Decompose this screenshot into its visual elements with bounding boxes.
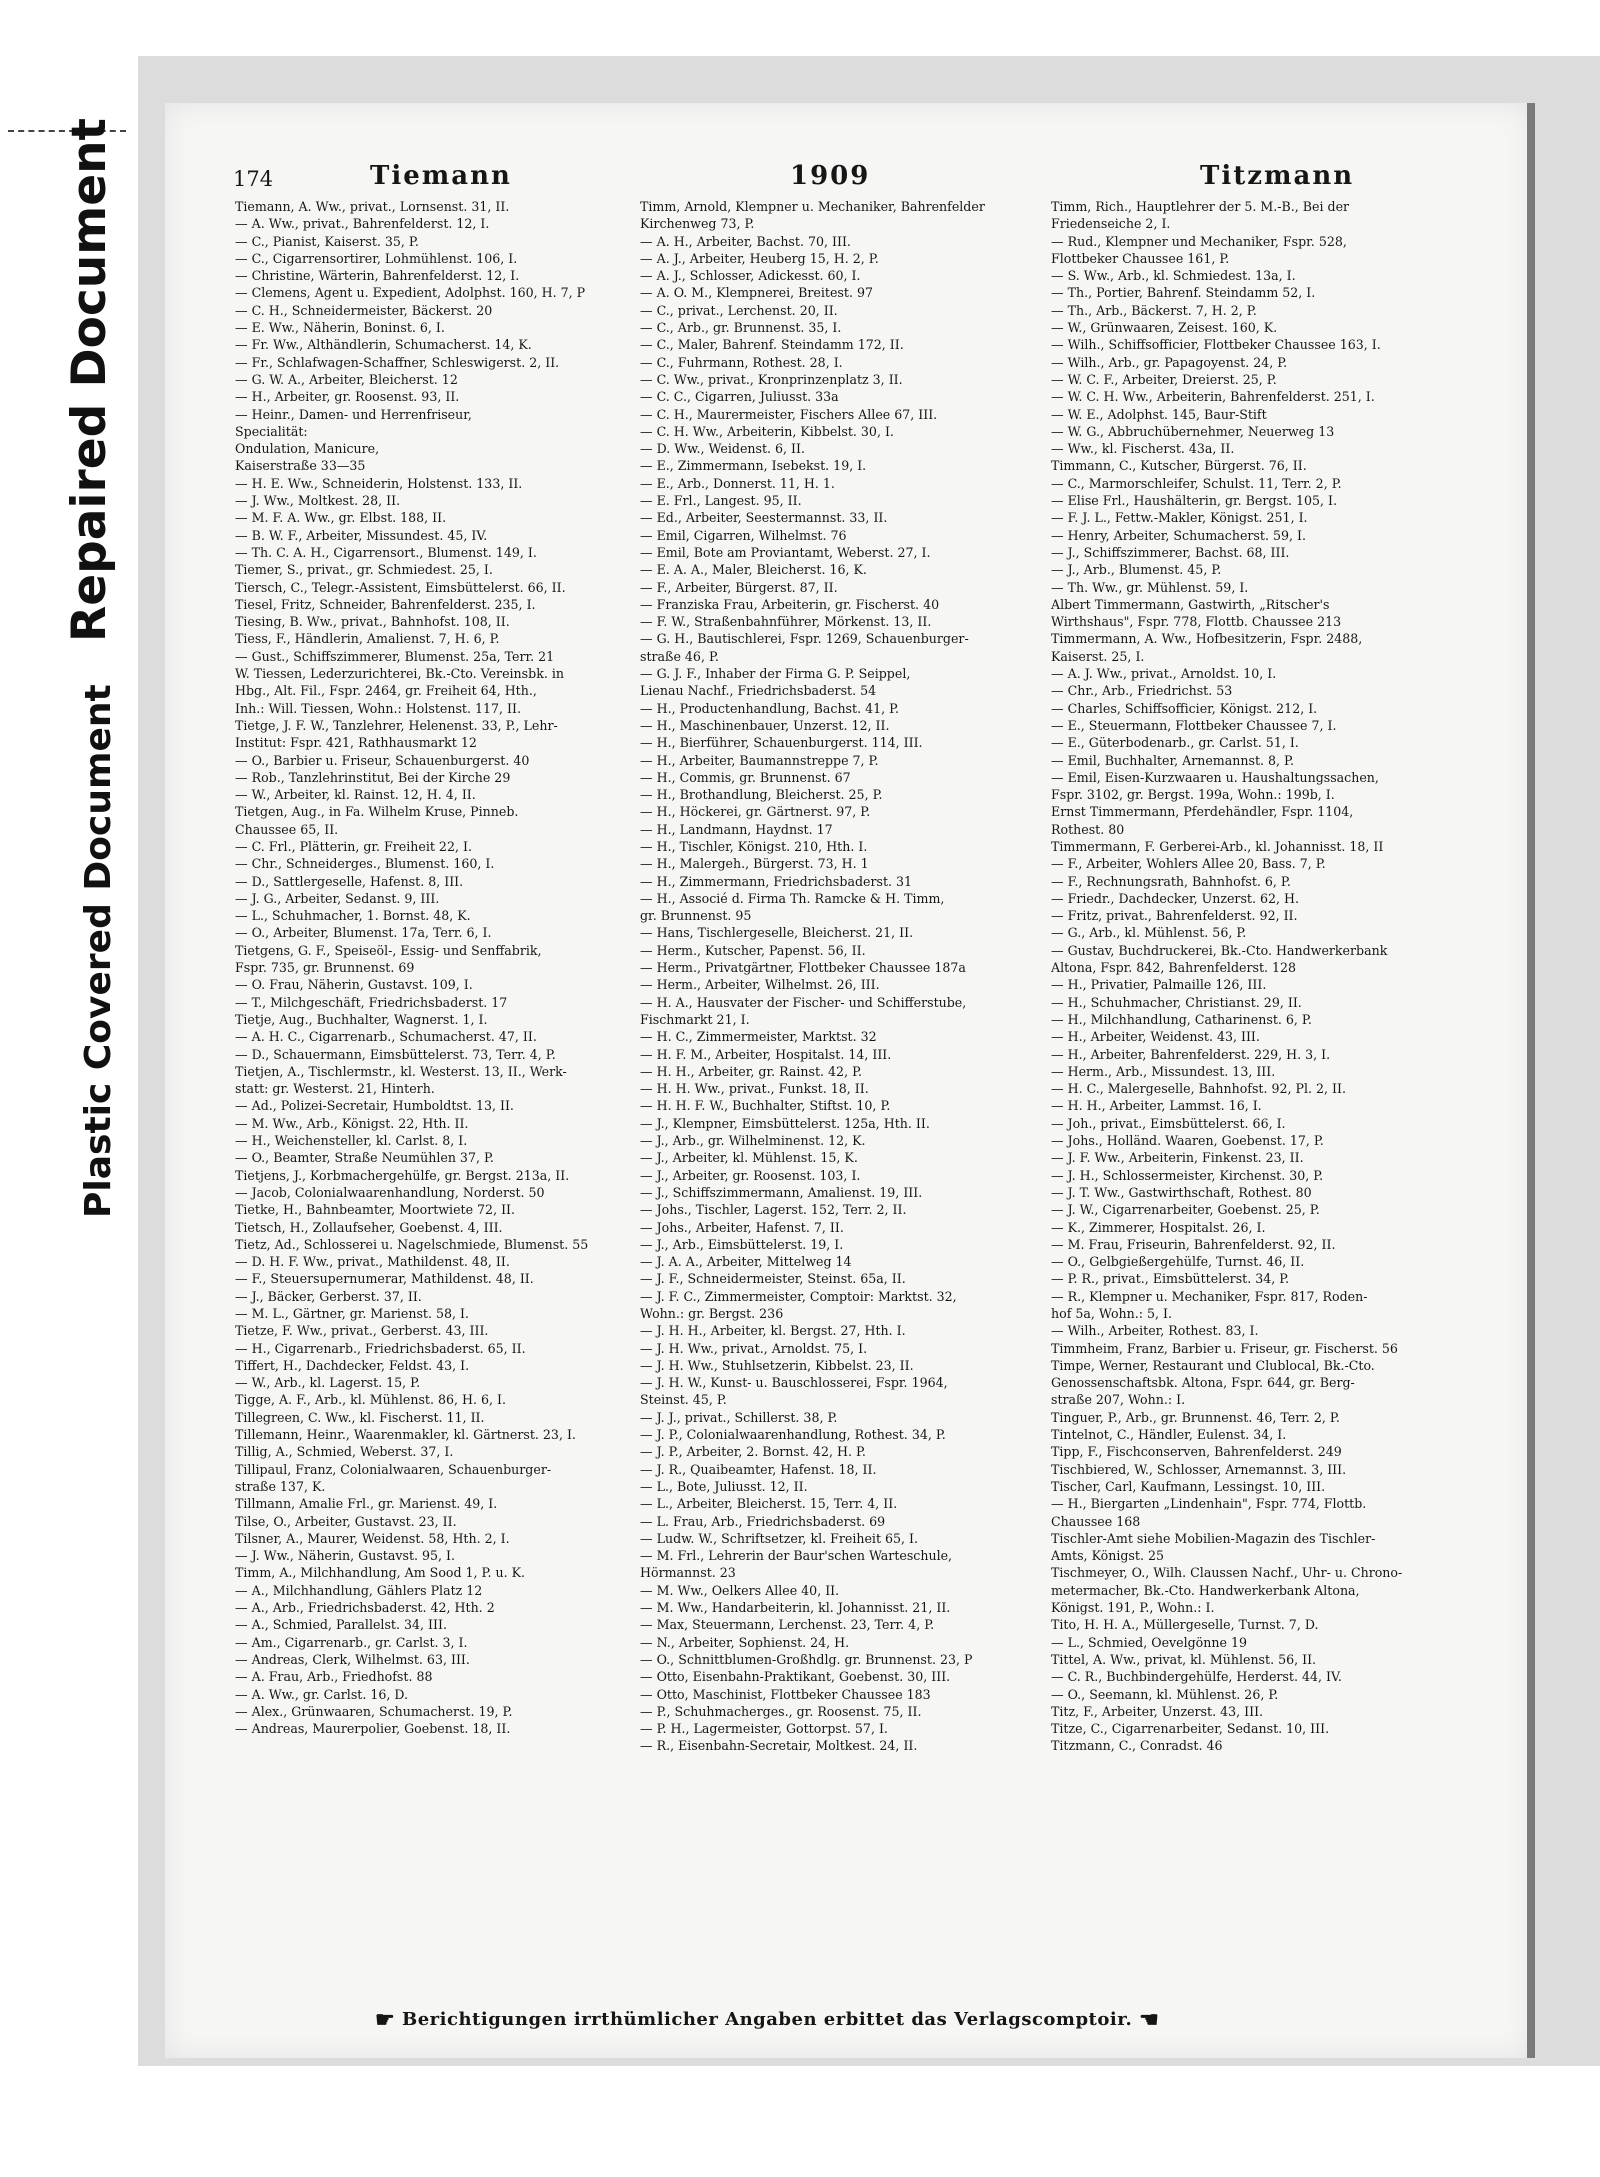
directory-entry: — M. Ww., Oelkers Allee 40, II. <box>640 1582 840 1598</box>
directory-entry: — J., Arb., gr. Wilhelminenst. 12, K. <box>640 1133 866 1149</box>
directory-entry: — J. H. W., Kunst- u. Bauschlosserei, Fspr. 1964, <box>640 1375 948 1391</box>
directory-entry: — L., Arbeiter, Bleicherst. 15, Terr. 4, II. <box>640 1496 898 1512</box>
directory-entry: Hbg., Alt. Fil., Fspr. 2464, gr. Freiheit 64, Hth., <box>235 683 537 699</box>
directory-entry: — Wilh., Arbeiter, Rothest. 83, I. <box>1051 1323 1259 1339</box>
directory-entry: — H., Weichensteller, kl. Carlst. 8, I. <box>235 1133 468 1149</box>
header-year: 1909 <box>790 161 871 191</box>
directory-entry: Inh.: Will. Tiessen, Wohn.: Holstenst. 117, II. <box>235 700 521 716</box>
directory-entry: — H., Arbeiter, Bahrenfelderst. 229, H. 3, I. <box>1051 1046 1331 1062</box>
directory-entry: — Wilh., Arb., gr. Papagoyenst. 24, P. <box>1051 354 1288 370</box>
directory-entry: — D. H. F. Ww., privat., Mathildenst. 48, II. <box>235 1254 510 1270</box>
directory-entry: Tietgens, G. F., Speiseöl-, Essig- und Senffabrik, <box>235 942 542 958</box>
directory-entry: — Fr. Ww., Althändlerin, Schumacherst. 14, K. <box>235 337 532 353</box>
directory-entry: Steinst. 45, P. <box>640 1392 727 1408</box>
directory-entry: — C., Cigarrensortirer, Lohmühlenst. 106, I. <box>235 250 518 266</box>
directory-entry: — Am., Cigarrenarb., gr. Carlst. 3, I. <box>235 1634 468 1650</box>
directory-entry: Friedenseiche 2, I. <box>1051 216 1171 232</box>
directory-entry: Fspr. 735, gr. Brunnenst. 69 <box>235 960 415 976</box>
directory-entry: — J., Bäcker, Gerberst. 37, II. <box>235 1288 422 1304</box>
directory-entry: — H. H. Ww., privat., Funkst. 18, II. <box>640 1081 869 1097</box>
directory-entry: — Franziska Frau, Arbeiterin, gr. Fischerst. 40 <box>640 596 940 612</box>
directory-entry: Tillmann, Amalie Frl., gr. Marienst. 49, I. <box>235 1496 498 1512</box>
directory-entry: — C. H., Schneidermeister, Bäckerst. 20 <box>235 302 493 318</box>
directory-entry: — Johs., Arbeiter, Hafenst. 7, II. <box>640 1219 844 1235</box>
directory-entry: — E., Zimmermann, Isebekst. 19, I. <box>640 458 867 474</box>
directory-entry: — A. Frau, Arb., Friedhofst. 88 <box>235 1669 433 1685</box>
directory-entry: — J., Arbeiter, gr. Roosenst. 103, I. <box>640 1167 861 1183</box>
directory-entry: — J. J., privat., Schillerst. 38, P. <box>640 1409 838 1425</box>
directory-entry: Tiesing, B. Ww., privat., Bahnhofst. 108, II. <box>235 614 510 630</box>
directory-entry: — J. H. Ww., privat., Arnoldst. 75, I. <box>640 1340 868 1356</box>
directory-entry: Tilse, O., Arbeiter, Gustavst. 23, II. <box>235 1513 457 1529</box>
directory-entry: Tillig, A., Schmied, Weberst. 37, I. <box>235 1444 454 1460</box>
directory-entry: Tipp, F., Fischconserven, Bahrenfelderst. 249 <box>1051 1444 1342 1460</box>
directory-entry: — H. H. F. W., Buchhalter, Stiftst. 10, P. <box>640 1098 891 1114</box>
directory-entry: Timmermann, A. Ww., Hofbesitzerin, Fspr. 2488, <box>1051 631 1363 647</box>
directory-entry: — Gust., Schiffszimmerer, Blumenst. 25a, Terr. 21 <box>235 648 555 664</box>
directory-entry: Tiersch, C., Telegr.-Assistent, Eimsbüttelerst. 66, II. <box>235 579 566 595</box>
directory-entry: — H. C., Malergeselle, Bahnhofst. 92, Pl. 2, II. <box>1051 1081 1347 1097</box>
directory-entry: — D. Ww., Weidenst. 6, II. <box>640 441 806 457</box>
directory-entry: — J. F. Ww., Arbeiterin, Finkenst. 23, II. <box>1051 1150 1304 1166</box>
directory-entry: — Charles, Schiffsofficier, Königst. 212, I. <box>1051 700 1318 716</box>
directory-entry: — J. H. Ww., Stuhlsetzerin, Kibbelst. 23, II. <box>640 1357 914 1373</box>
directory-entry: Ernst Timmermann, Pferdehändler, Fspr. 1104, <box>1051 804 1354 820</box>
directory-entry: — H. E. Ww., Schneiderin, Holstenst. 133, II. <box>235 475 523 491</box>
directory-entry: Amts, Königst. 25 <box>1051 1548 1164 1564</box>
directory-entry: — Gustav, Buchdruckerei, Bk.-Cto. Handwerkerbank <box>1051 942 1388 958</box>
directory-entry: — J. H. H., Arbeiter, kl. Bergst. 27, Hth. I. <box>640 1323 906 1339</box>
directory-entry: Tischler-Amt siehe Mobilien-Magazin des Tischler- <box>1051 1530 1376 1546</box>
directory-entry: — H., Biergarten „Lindenhain", Fspr. 774, Flottb. <box>1051 1496 1367 1512</box>
directory-entry: — M. Ww., Arb., Königst. 22, Hth. II. <box>235 1115 469 1131</box>
directory-entry: Tittel, A. Ww., privat, kl. Mühlenst. 56, II. <box>1051 1651 1317 1667</box>
directory-entry: Tiemer, S., privat., gr. Schmiedest. 25, I. <box>235 562 493 578</box>
directory-entry: — P. H., Lagermeister, Gottorpst. 57, I. <box>640 1721 888 1737</box>
directory-entry: — A., Arb., Friedrichsbaderst. 42, Hth. 2 <box>235 1600 495 1616</box>
directory-entry: — J. T. Ww., Gastwirthschaft, Rothest. 80 <box>1051 1184 1312 1200</box>
directory-entry: — H., Arbeiter, Weidenst. 43, III. <box>1051 1029 1260 1045</box>
directory-entry: Tietge, J. F. W., Tanzlehrer, Helenenst. 33, P., Lehr- <box>235 717 558 733</box>
plastic-covered-label: Plastic Covered Document <box>78 684 119 1218</box>
directory-entry: — C., privat., Lerchenst. 20, II. <box>640 302 838 318</box>
directory-entry: — H. H., Arbeiter, gr. Rainst. 42, P. <box>640 1063 862 1079</box>
directory-entry: — Ludw. W., Schriftsetzer, kl. Freiheit 65, I. <box>640 1530 919 1546</box>
directory-entry: Kaiserstraße 33—35 <box>235 458 366 474</box>
directory-entry: — E. Frl., Langest. 95, II. <box>640 493 802 509</box>
directory-entry: Fspr. 3102, gr. Bergst. 199a, Wohn.: 199b, I. <box>1051 787 1335 803</box>
directory-entry: — Fr., Schlafwagen-Schaffner, Schleswigerst. 2, II. <box>235 354 560 370</box>
directory-entry: Albert Timmermann, Gastwirth, „Ritscher's <box>1051 596 1330 612</box>
directory-entry: — H., Landmann, Haydnst. 17 <box>640 821 833 837</box>
directory-entry: — L. Frau, Arb., Friedrichsbaderst. 69 <box>640 1513 886 1529</box>
directory-entry: Tischer, Carl, Kaufmann, Lessingst. 10, III. <box>1051 1478 1326 1494</box>
directory-entry: — J. P., Arbeiter, 2. Bornst. 42, H. P. <box>640 1444 866 1460</box>
directory-entry: — Wilh., Schiffsofficier, Flottbeker Chaussee 163, I. <box>1051 337 1381 353</box>
directory-entry: — H., Schuhmacher, Christianst. 29, II. <box>1051 994 1302 1010</box>
directory-entry: — J., Klempner, Eimsbüttelerst. 125a, Hth. II. <box>640 1115 930 1131</box>
directory-entry: Altona, Fspr. 842, Bahrenfelderst. 128 <box>1051 960 1297 976</box>
directory-entry: — Th., Portier, Bahrenf. Steindamm 52, I. <box>1051 285 1316 301</box>
directory-page <box>165 103 1530 2058</box>
directory-entry: — H., Cigarrenarb., Friedrichsbaderst. 65, II. <box>235 1340 526 1356</box>
directory-entry: Königst. 191, P., Wohn.: I. <box>1051 1600 1215 1616</box>
directory-entry: — H., Tischler, Königst. 210, Hth. I. <box>640 838 868 854</box>
directory-entry: — G. J. F., Inhaber der Firma G. P. Seippel, <box>640 666 911 682</box>
directory-entry: — Th. C. A. H., Cigarrensort., Blumenst. 149, I. <box>235 544 537 560</box>
directory-entry: — Emil, Bote am Proviantamt, Weberst. 27, I. <box>640 544 931 560</box>
directory-entry: — J. A. A., Arbeiter, Mittelweg 14 <box>640 1254 852 1270</box>
directory-entry: — J. H., Schlossermeister, Kirchenst. 30, P. <box>1051 1167 1324 1183</box>
directory-entry: — L., Schmied, Oevelgönne 19 <box>1051 1634 1247 1650</box>
directory-entry: Tietz, Ad., Schlosserei u. Nagelschmiede, Blumenst. 55 <box>235 1236 589 1252</box>
directory-entry: — R., Klempner u. Mechaniker, Fspr. 817, Roden- <box>1051 1288 1368 1304</box>
directory-entry: Tietjens, J., Korbmachergehülfe, gr. Bergst. 213a, II. <box>235 1167 570 1183</box>
directory-entry: — Andreas, Clerk, Wilhelmst. 63, III. <box>235 1651 470 1667</box>
directory-entry: gr. Brunnenst. 95 <box>640 908 752 924</box>
directory-column-1 <box>235 198 640 1737</box>
directory-entry: — W., Arb., kl. Lagerst. 15, P. <box>235 1375 421 1391</box>
directory-entry: — Hans, Tischlergeselle, Bleicherst. 21, II. <box>640 925 914 941</box>
directory-entry: Timpe, Werner, Restaurant und Clublocal, Bk.-Cto. <box>1051 1357 1375 1373</box>
directory-entry: Wohn.: gr. Bergst. 236 <box>640 1306 784 1321</box>
directory-entry: — O., Seemann, kl. Mühlenst. 26, P. <box>1051 1686 1279 1702</box>
directory-entry: Tietsch, H., Zollaufseher, Goebenst. 4, III. <box>235 1219 503 1235</box>
directory-entry: — P., Schuhmacherges., gr. Roosenst. 75, II. <box>640 1703 922 1719</box>
directory-entry: — C., Marmorschleifer, Schulst. 11, Terr. 2, P. <box>1051 475 1342 491</box>
directory-entry: — J. Ww., Moltkest. 28, II. <box>235 493 401 509</box>
directory-entry: Tigge, A. F., Arb., kl. Mühlenst. 86, H. 6, I. <box>235 1392 507 1408</box>
directory-entry: — A., Milchhandlung, Gählers Platz 12 <box>235 1582 483 1598</box>
left-margin <box>0 0 138 2177</box>
directory-entry: Timmermann, F. Gerberei-Arb., kl. Johannisst. 18, II <box>1051 838 1384 854</box>
directory-entry: — E., Arb., Donnerst. 11, H. 1. <box>640 475 835 491</box>
directory-entry: — C. H., Maurermeister, Fischers Allee 67, III. <box>640 406 938 422</box>
page-footer <box>375 2007 1315 2037</box>
directory-entry: straße 137, K. <box>235 1478 326 1494</box>
directory-entry: Tietke, H., Bahnbeamter, Moortwiete 72, II. <box>235 1202 516 1218</box>
directory-entry: — F., Arbeiter, Bürgerst. 87, II. <box>640 579 838 595</box>
directory-entry: — H., Malergeh., Bürgerst. 73, H. 1 <box>640 856 869 872</box>
directory-entry: — J. W., Cigarrenarbeiter, Goebenst. 25, P. <box>1051 1202 1320 1218</box>
directory-entry: — C. H. Ww., Arbeiterin, Kibbelst. 30, I. <box>640 423 894 439</box>
directory-entry: Titzmann, C., Conradst. 46 <box>1051 1738 1223 1754</box>
directory-entry: — C., Fuhrmann, Rothest. 28, I. <box>640 354 843 370</box>
directory-entry: — Chr., Schneiderges., Blumenst. 160, I. <box>235 856 495 872</box>
directory-entry: — Emil, Cigarren, Wilhelmst. 76 <box>640 527 847 543</box>
directory-entry: — S. Ww., Arb., kl. Schmiedest. 13a, I. <box>1051 268 1296 284</box>
directory-entry: straße 46, P. <box>640 648 719 664</box>
directory-entry: — D., Sattlergeselle, Hafenst. 8, III. <box>235 873 464 889</box>
directory-entry: — H., Höckerei, gr. Gärtnerst. 97, P. <box>640 804 871 820</box>
directory-entry: — J. F., Schneidermeister, Steinst. 65a, II. <box>640 1271 906 1287</box>
directory-entry: straße 207, Wohn.: I. <box>1051 1392 1186 1408</box>
directory-entry: Tietje, Aug., Buchhalter, Wagnerst. 1, I. <box>235 1011 488 1027</box>
directory-entry: Flottbeker Chaussee 161, P. <box>1051 250 1230 266</box>
directory-entry: — Johs., Holländ. Waaren, Goebenst. 17, P. <box>1051 1133 1324 1149</box>
directory-entry: metermacher, Bk.-Cto. Handwerkerbank Altona, <box>1051 1582 1360 1598</box>
directory-entry: — Otto, Maschinist, Flottbeker Chaussee 183 <box>640 1686 931 1702</box>
directory-entry: — A. H., Arbeiter, Bachst. 70, III. <box>640 233 851 249</box>
directory-entry: — Christine, Wärterin, Bahrenfelderst. 12, I. <box>235 268 520 284</box>
directory-entry: Rothest. 80 <box>1051 821 1125 837</box>
directory-entry: — J., Schiffszimmermann, Amalienst. 19, III. <box>640 1184 923 1200</box>
directory-entry: Tietze, F. Ww., privat., Gerberst. 43, III. <box>235 1323 489 1339</box>
directory-entry: — Herm., Privatgärtner, Flottbeker Chaussee 187a <box>640 960 966 976</box>
directory-entry: — D., Schauermann, Eimsbüttelerst. 73, Terr. 4, P. <box>235 1046 556 1062</box>
directory-entry: — L., Bote, Juliusst. 12, II. <box>640 1478 808 1494</box>
directory-entry: — J. Ww., Näherin, Gustavst. 95, I. <box>235 1548 456 1564</box>
page-number: 174 <box>233 167 274 191</box>
directory-entry: — O., Gelbgießergehülfe, Turnst. 46, II. <box>1051 1254 1305 1270</box>
directory-entry: — A. Ww., privat., Bahrenfelderst. 12, I. <box>235 216 490 232</box>
directory-entry: — G. H., Bautischlerei, Fspr. 1269, Schauenburger- <box>640 631 969 647</box>
directory-entry: — Emil, Buchhalter, Arnemannst. 8, P. <box>1051 752 1294 768</box>
directory-entry: Wirthshaus", Fspr. 778, Flottb. Chaussee 213 <box>1051 614 1342 630</box>
directory-entry: — H., Privatier, Palmaille 126, III. <box>1051 977 1267 993</box>
pointing-hand-left-icon: ☚ <box>1139 2007 1160 2033</box>
header-last-entry: Titzmann <box>1200 161 1355 191</box>
directory-entry: — Ww., kl. Fischerst. 43a, II. <box>1051 441 1235 457</box>
repaired-document-label: Repaired Document <box>62 118 117 642</box>
directory-entry: — E. A. A., Maler, Bleicherst. 16, K. <box>640 562 867 578</box>
directory-entry: — Friedr., Dachdecker, Unzerst. 62, H. <box>1051 890 1299 906</box>
directory-entry: — A. H. C., Cigarrenarb., Schumacherst. 47, II. <box>235 1029 537 1045</box>
directory-entry: — A. J. Ww., privat., Arnoldst. 10, I. <box>1051 666 1277 682</box>
directory-entry: — O., Barbier u. Friseur, Schauenburgerst. 40 <box>235 752 530 768</box>
directory-entry: Tietgen, Aug., in Fa. Wilhelm Kruse, Pinneb. <box>235 804 519 820</box>
directory-entry: Tinguer, P., Arb., gr. Brunnenst. 46, Terr. 2, P. <box>1051 1409 1340 1425</box>
directory-entry: — Joh., privat., Eimsbüttelerst. 66, I. <box>1051 1115 1286 1131</box>
directory-entry: — W. C. H. Ww., Arbeiterin, Bahrenfelderst. 251, I. <box>1051 389 1375 405</box>
directory-entry: — H., Bierführer, Schauenburgerst. 114, III. <box>640 735 923 751</box>
directory-entry: — F. J. L., Fettw.-Makler, Königst. 251, I. <box>1051 510 1308 526</box>
directory-entry: Chaussee 65, II. <box>235 821 339 837</box>
directory-entry: Timm, A., Milchhandlung, Am Sood 1, P. u. K. <box>235 1565 526 1581</box>
directory-entry: — A. Ww., gr. Carlst. 16, D. <box>235 1686 409 1702</box>
directory-entry: Kirchenweg 73, P. <box>640 216 755 232</box>
directory-entry: — Alex., Grünwaaren, Schumacherst. 19, P. <box>235 1703 513 1719</box>
directory-entry: — H., Milchhandlung, Catharinenst. 6, P. <box>1051 1011 1312 1027</box>
directory-entry: — W., Grünwaaren, Zeisest. 160, K. <box>1051 320 1278 336</box>
directory-entry: Tischbiered, W., Schlosser, Arnemannst. 3, III. <box>1051 1461 1347 1477</box>
directory-entry: — H., Productenhandlung, Bachst. 41, P. <box>640 700 900 716</box>
directory-entry: — E., Steuermann, Flottbeker Chaussee 7, I. <box>1051 717 1337 733</box>
directory-entry: — G. W. A., Arbeiter, Bleicherst. 12 <box>235 371 458 387</box>
directory-entry: — Herm., Arbeiter, Wilhelmst. 26, III. <box>640 977 880 993</box>
directory-column-3 <box>1051 198 1456 1755</box>
directory-entry: — W. C. F., Arbeiter, Dreierst. 25, P. <box>1051 371 1277 387</box>
directory-entry: — Fritz, privat., Bahrenfelderst. 92, II. <box>1051 908 1298 924</box>
directory-entry: — A. J., Schlosser, Adickesst. 60, I. <box>640 268 861 284</box>
directory-entry: — M. F. A. Ww., gr. Elbst. 188, II. <box>235 510 447 526</box>
page-header <box>165 161 1530 201</box>
directory-entry: Tiffert, H., Dachdecker, Feldst. 43, I. <box>235 1357 470 1373</box>
directory-entry: — B. W. F., Arbeiter, Missundest. 45, IV. <box>235 527 488 543</box>
footer-note: Berichtigungen irrthümlicher Angaben erbittet das Verlagscomptoir. <box>402 2009 1133 2030</box>
directory-entry: Tietjen, A., Tischlermstr., kl. Westerst. 13, II., Werk- <box>235 1063 567 1079</box>
directory-entry: — J. P., Colonialwaarenhandlung, Rothest. 34, P. <box>640 1427 946 1443</box>
directory-entry: Genossenschaftsbk. Altona, Fspr. 644, gr. Berg- <box>1051 1375 1355 1391</box>
directory-entry: — F. W., Straßenbahnführer, Mörkenst. 13, II. <box>640 614 932 630</box>
directory-entry: — J. G., Arbeiter, Sedanst. 9, III. <box>235 890 440 906</box>
directory-entry: — C. Frl., Plätterin, gr. Freiheit 22, I. <box>235 838 472 854</box>
directory-entry: — F., Rechnungsrath, Bahnhofst. 6, P. <box>1051 873 1291 889</box>
directory-entry: — M. Ww., Handarbeiterin, kl. Johannisst. 21, II. <box>640 1600 951 1616</box>
directory-entry: — Th., Arb., Bäckerst. 7, H. 2, P. <box>1051 302 1257 318</box>
directory-entry: Ondulation, Manicure, <box>235 441 380 457</box>
directory-entry: Kaiserst. 25, I. <box>1051 648 1145 664</box>
directory-entry: — Otto, Eisenbahn-Praktikant, Goebenst. 30, III. <box>640 1669 951 1685</box>
directory-entry: — J. R., Quaibeamter, Hafenst. 18, II. <box>640 1461 877 1477</box>
directory-entry: Timmann, C., Kutscher, Bürgerst. 76, II. <box>1051 458 1307 474</box>
directory-entry: — Herm., Arb., Missundest. 13, III. <box>1051 1063 1276 1079</box>
directory-entry: Tischmeyer, O., Wilh. Claussen Nachf., Uhr- u. Chrono- <box>1051 1565 1403 1581</box>
directory-entry: Institut: Fspr. 421, Rathhausmarkt 12 <box>235 735 477 751</box>
directory-entry: — Jacob, Colonialwaarenhandlung, Norderst. 50 <box>235 1184 545 1200</box>
directory-entry: Chaussee 168 <box>1051 1513 1141 1529</box>
directory-entry: — Rob., Tanzlehrinstitut, Bei der Kirche 29 <box>235 769 511 785</box>
directory-entry: — Ed., Arbeiter, Seestermannst. 33, II. <box>640 510 888 526</box>
directory-entry: — N., Arbeiter, Sophienst. 24, H. <box>640 1634 850 1650</box>
directory-entry: — Andreas, Maurerpolier, Goebenst. 18, II. <box>235 1721 511 1737</box>
directory-entry: — K., Zimmerer, Hospitalst. 26, I. <box>1051 1219 1266 1235</box>
directory-entry: — C., Pianist, Kaiserst. 35, P. <box>235 233 419 249</box>
directory-entry: — O., Schnittblumen-Großhdlg. gr. Brunnenst. 23, P <box>640 1651 973 1667</box>
directory-entry: — H. A., Hausvater der Fischer- und Schifferstube, <box>640 994 967 1010</box>
directory-entry: Tillipaul, Franz, Colonialwaaren, Schauenburger- <box>235 1461 552 1477</box>
directory-entry: Tilsner, A., Maurer, Weidenst. 58, Hth. 2, I. <box>235 1530 510 1546</box>
directory-entry: Lienau Nachf., Friedrichsbaderst. 54 <box>640 683 877 699</box>
directory-entry: — W. G., Abbruchübernehmer, Neuerweg 13 <box>1051 423 1335 439</box>
directory-entry: — Chr., Arb., Friedrichst. 53 <box>1051 683 1233 699</box>
directory-entry: — Johs., Tischler, Lagerst. 152, Terr. 2, II. <box>640 1202 907 1218</box>
directory-entry: — F., Steuersupernumerar, Mathildenst. 48, II. <box>235 1271 534 1287</box>
directory-entry: — C., Arb., gr. Brunnenst. 35, I. <box>640 320 842 336</box>
directory-entry: — O., Arbeiter, Blumenst. 17a, Terr. 6, I. <box>235 925 492 941</box>
directory-entry: — H., Associé d. Firma Th. Ramcke & H. Timm, <box>640 890 945 906</box>
directory-entry: — C. C., Cigarren, Juliusst. 33a <box>640 389 839 405</box>
directory-entry: — Ad., Polizei-Secretair, Humboldtst. 13, II. <box>235 1098 514 1114</box>
header-first-entry: Tiemann <box>370 161 512 191</box>
directory-entry: — J. F. C., Zimmermeister, Comptoir: Marktst. 32, <box>640 1288 957 1304</box>
directory-entry: statt: gr. Westerst. 21, Hinterh. <box>235 1081 435 1097</box>
directory-entry: hof 5a, Wohn.: 5, I. <box>1051 1306 1173 1321</box>
page-edge <box>1527 103 1535 2058</box>
directory-entry: Tillegreen, C. Ww., kl. Fischerst. 11, II. <box>235 1409 485 1425</box>
directory-entry: — H. H., Arbeiter, Lammst. 16, I. <box>1051 1098 1262 1114</box>
directory-entry: — M. Frl., Lehrerin der Baur'schen Warteschule, <box>640 1548 953 1564</box>
directory-entry: — Max, Steuermann, Lerchenst. 23, Terr. 4, P. <box>640 1617 935 1633</box>
directory-entry: Hörmannst. 23 <box>640 1565 736 1581</box>
directory-entry: — A., Schmied, Parallelst. 34, III. <box>235 1617 447 1633</box>
directory-entry: Timm, Arnold, Klempner u. Mechaniker, Bahrenfelder <box>640 199 985 214</box>
directory-entry: — Emil, Eisen-Kurzwaaren u. Haushaltungssachen, <box>1051 769 1379 785</box>
pointing-hand-icon: ☛ <box>375 2007 396 2033</box>
directory-entry: — H., Arbeiter, gr. Roosenst. 93, II. <box>235 389 460 405</box>
directory-entry: Tiess, F., Händlerin, Amalienst. 7, H. 6, P. <box>235 631 500 647</box>
directory-entry: — G., Arb., kl. Mühlenst. 56, P. <box>1051 925 1247 941</box>
directory-entry: Titze, C., Cigarrenarbeiter, Sedanst. 10, III. <box>1051 1721 1330 1737</box>
directory-entry: — Herm., Kutscher, Papenst. 56, II. <box>640 942 866 958</box>
directory-entry: — M. Frau, Friseurin, Bahrenfelderst. 92, II. <box>1051 1236 1336 1252</box>
directory-entry: — H., Maschinenbauer, Unzerst. 12, II. <box>640 717 890 733</box>
directory-entry: — H., Commis, gr. Brunnenst. 67 <box>640 769 851 785</box>
directory-entry: — A. O. M., Klempnerei, Breitest. 97 <box>640 285 873 301</box>
directory-entry: — E., Güterbodenarb., gr. Carlst. 51, I. <box>1051 735 1299 751</box>
directory-entry: — P. R., privat., Eimsbüttelerst. 34, P. <box>1051 1271 1290 1287</box>
directory-entry: — R., Eisenbahn-Secretair, Moltkest. 24, II. <box>640 1738 918 1754</box>
directory-entry: — Th. Ww., gr. Mühlenst. 59, I. <box>1051 579 1249 595</box>
directory-entry: — W., Arbeiter, kl. Rainst. 12, H. 4, II. <box>235 787 476 803</box>
directory-entry: — J., Arb., Eimsbüttelerst. 19, I. <box>640 1236 844 1252</box>
directory-entry: — A. J., Arbeiter, Heuberg 15, H. 2, P. <box>640 250 879 266</box>
directory-entry: — Clemens, Agent u. Expedient, Adolphst. 160, H. 7, P <box>235 285 586 301</box>
directory-entry: Specialität: <box>235 423 308 439</box>
directory-entry: Tiesel, Fritz, Schneider, Bahrenfelderst. 235, I. <box>235 596 536 612</box>
directory-entry: — Rud., Klempner und Mechaniker, Fspr. 528, <box>1051 233 1347 249</box>
directory-entry: — Elise Frl., Haushälterin, gr. Bergst. 105, I. <box>1051 493 1337 509</box>
directory-entry: — O., Beamter, Straße Neumühlen 37, P. <box>235 1150 494 1166</box>
directory-entry: Timm, Rich., Hauptlehrer der 5. M.-B., Bei der <box>1051 199 1350 214</box>
directory-entry: Fischmarkt 21, I. <box>640 1011 750 1027</box>
directory-entry: — L., Schuhmacher, 1. Bornst. 48, K. <box>235 908 471 924</box>
directory-entry: — J., Arbeiter, kl. Mühlenst. 15, K. <box>640 1150 858 1166</box>
directory-entry: Tintelnot, C., Händler, Eulenst. 34, I. <box>1051 1427 1287 1443</box>
directory-entry: — H., Zimmermann, Friedrichsbaderst. 31 <box>640 873 913 889</box>
directory-entry: — J., Schiffszimmerer, Bachst. 68, III. <box>1051 544 1290 560</box>
directory-entry: — W. E., Adolphst. 145, Baur-Stift <box>1051 406 1267 422</box>
directory-entry: — Heinr., Damen- und Herrenfriseur, <box>235 406 472 422</box>
directory-entry: — H. F. M., Arbeiter, Hospitalst. 14, III. <box>640 1046 892 1062</box>
directory-entry: — J., Arb., Blumenst. 45, P. <box>1051 562 1222 578</box>
directory-entry: — C. Ww., privat., Kronprinzenplatz 3, II. <box>640 371 903 387</box>
directory-entry: — H., Brothandlung, Bleicherst. 25, P. <box>640 787 883 803</box>
directory-entry: Tillemann, Heinr., Waarenmakler, kl. Gärtnerst. 23, I. <box>235 1427 576 1443</box>
directory-entry: — C. R., Buchbindergehülfe, Herderst. 44, IV. <box>1051 1669 1342 1685</box>
directory-entry: — C., Maler, Bahrenf. Steindamm 172, II. <box>640 337 904 353</box>
directory-entry: — H. C., Zimmermeister, Marktst. 32 <box>640 1029 877 1045</box>
directory-entry: — F., Arbeiter, Wohlers Allee 20, Bass. 7, P. <box>1051 856 1326 872</box>
directory-entry: — H., Arbeiter, Baumannstreppe 7, P. <box>640 752 879 768</box>
directory-entry: Titz, F., Arbeiter, Unzerst. 43, III. <box>1051 1703 1264 1719</box>
directory-entry: Tito, H. H. A., Müllergeselle, Turnst. 7, D. <box>1051 1617 1319 1633</box>
directory-entry: — T., Milchgeschäft, Friedrichsbaderst. 17 <box>235 994 508 1010</box>
directory-entry: Tiemann, A. Ww., privat., Lornsenst. 31, II. <box>235 199 510 214</box>
directory-entry: Timmheim, Franz, Barbier u. Friseur, gr. Fischerst. 56 <box>1051 1340 1398 1356</box>
directory-entry: W. Tiessen, Lederzurichterei, Bk.-Cto. Vereinsbk. in <box>235 666 564 682</box>
directory-entry: — M. L., Gärtner, gr. Marienst. 58, I. <box>235 1306 469 1321</box>
directory-entry: — O. Frau, Näherin, Gustavst. 109, I. <box>235 977 473 993</box>
directory-entry: — Henry, Arbeiter, Schumacherst. 59, I. <box>1051 527 1306 543</box>
directory-column-2 <box>640 198 1045 1755</box>
directory-entry: — E. Ww., Näherin, Boninst. 6, I. <box>235 320 445 336</box>
